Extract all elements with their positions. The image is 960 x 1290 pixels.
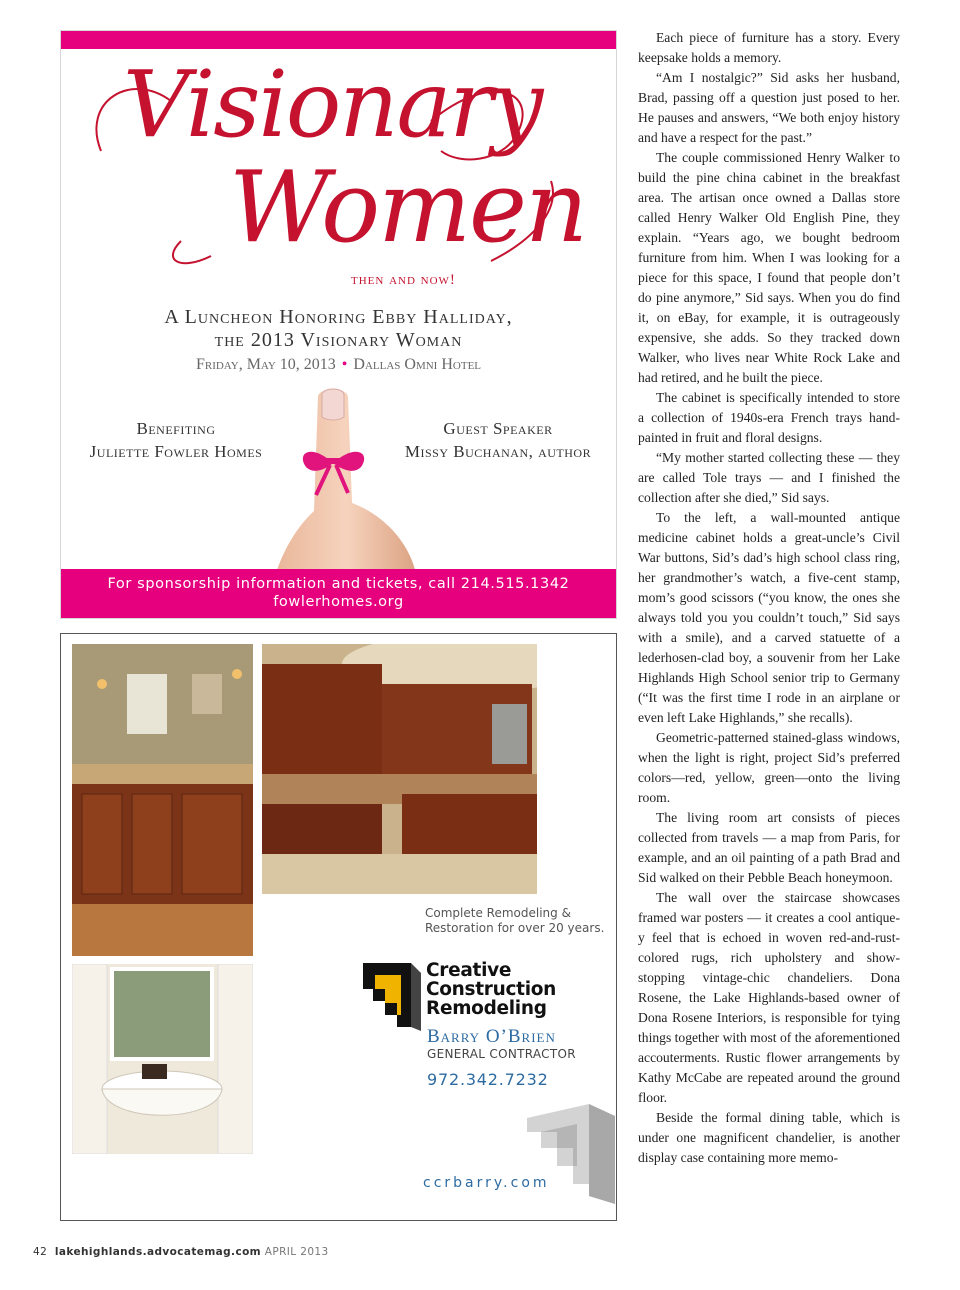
ad-website[interactable]: fowlerhomes.org bbox=[273, 594, 404, 610]
article-paragraph: Geometric-patterned stained-glass windows, when the light is right, project Sid’s preferred colors—red, yellow, green—onto the living room. bbox=[638, 730, 900, 805]
tagline-line2: Restoration for over 20 years. bbox=[425, 921, 605, 935]
ad-title-line1: Visionary bbox=[123, 51, 542, 158]
article-paragraph: The living room art consists of pieces collected from travels — a map from Paris, for example, and an oil painting of a path Brad and Sid walked on their Pebble Beach honeymoon. bbox=[638, 810, 900, 885]
article-paragraph: To the left, a wall-mounted antique medicine cabinet holds a great-uncle’s Civil War buttons, Sid’s dad’s high school class ring, her grandmother’s watch, a five-cent stamp, mom’s good scissors (“you know, the ones she always told you you couldn’t touch,” Sid says with a smile), and a carved statuette of a lederhosen-clad boy, a souvenir from her Lake Highlands High School senior trip to Germany (“It was the first time I rode in an airplane or even left Lake Highlands,” she recalls). bbox=[638, 510, 900, 725]
page-number: 42 bbox=[33, 1246, 48, 1258]
benefiting-block bbox=[71, 417, 281, 463]
event-dateline bbox=[61, 356, 616, 374]
separator-dot: • bbox=[341, 356, 348, 373]
article-paragraph: “My mother started collecting these — they are called Tole trays — and I finished the collection after she died,” Sid says. bbox=[638, 450, 900, 505]
kitchen-corner-photo bbox=[262, 644, 537, 894]
company-name bbox=[426, 961, 556, 1018]
ad-title-line2: Women bbox=[229, 151, 587, 265]
article-paragraph: The cabinet is specifically intended to store a collection of 1940s-era French trays hand-painted in fruit and floral designs. bbox=[638, 390, 900, 445]
speaker-block bbox=[393, 417, 603, 463]
event-venue: Dallas Omni Hotel bbox=[353, 356, 482, 373]
ad-contact-bar bbox=[61, 569, 616, 618]
luncheon-line1: A Luncheon Honoring Ebby Halliday, bbox=[164, 306, 513, 328]
ad-contact-line: For sponsorship information and tickets, call 214.515.1342 bbox=[107, 576, 570, 592]
contractor-phone[interactable]: 972.342.7232 bbox=[427, 1070, 549, 1089]
company-line3: Remodeling bbox=[426, 998, 547, 1019]
finger-with-ribbon-icon bbox=[256, 383, 416, 573]
event-date: Friday, May 10, 2013 bbox=[195, 356, 336, 373]
luncheon-line2: the 2013 Visionary Woman bbox=[214, 329, 463, 351]
benefiting-org: Juliette Fowler Homes bbox=[89, 442, 263, 461]
footer-issue: APRIL 2013 bbox=[264, 1246, 329, 1258]
article-paragraph: Each piece of furniture has a story. Every keepsake holds a memory. bbox=[638, 30, 900, 65]
construction-ad bbox=[60, 633, 617, 1221]
article-paragraph: The couple commissioned Henry Walker to build the pine china cabinet in the breakfast area. The artisan once owned a Dallas store called Henry Walker Old English Pine, they explain. “Years ago, we bought bedroom furniture from him. When I was looking for a piece for this space, I found that people don’t do pine anymore,” Sid says. When you do find it, on eBay, for example, it is outrageously expensive, she adds. So they tracked down Walker, who lives near White Rock Lake and had retired, and he built the piece. bbox=[638, 150, 900, 385]
article-column bbox=[638, 28, 900, 1168]
article-paragraph: The wall over the staircase showcases framed war posters — it creates a cool antique-y feel that is echoed in woven red-and-rust-colored rugs, rich upholstery and show-stopping vintage-chic chandeliers. Dona Rosene, the Lake Highlands-based owner of Dona Rosene Interiors, is responsible for tying things together with most of the aforementioned accouterments. Rustic flower arrangements by Kathy McCabe are repeated around the ground floor. bbox=[638, 890, 900, 1105]
kitchen-island-photo bbox=[72, 644, 253, 956]
article-paragraph: Beside the formal dining table, which is under one magnificent chandelier, is another display case containing more memo- bbox=[638, 1110, 900, 1165]
benefiting-label: Benefiting bbox=[136, 419, 216, 438]
bathroom-tub-photo bbox=[72, 964, 253, 1154]
speaker-label: Guest Speaker bbox=[443, 419, 553, 438]
speaker-name: Missy Buchanan, author bbox=[404, 442, 592, 461]
ad-subtitle: then and now! bbox=[351, 272, 456, 288]
visionary-women-ad bbox=[60, 30, 617, 619]
contractor-website[interactable]: ccrbarry.com bbox=[423, 1175, 550, 1191]
company-line2: Construction bbox=[426, 979, 557, 1000]
page-footer bbox=[33, 1246, 329, 1258]
contractor-name: Barry O’Brien bbox=[427, 1026, 556, 1047]
tagline-line1: Complete Remodeling & bbox=[425, 906, 571, 920]
article-paragraph: “Am I nostalgic?” Sid asks her husband, Brad, passing off a question just posed to her. He pauses and answers, “We both enjoy history and have a respect for the past.” bbox=[638, 70, 900, 145]
contractor-title: GENERAL CONTRACTOR bbox=[427, 1047, 576, 1061]
stairs-logo-icon bbox=[361, 959, 423, 1031]
company-line1: Creative bbox=[426, 960, 512, 981]
footer-site[interactable]: lakehighlands.advocatemag.com bbox=[54, 1246, 262, 1258]
ad-tagline bbox=[425, 906, 611, 936]
